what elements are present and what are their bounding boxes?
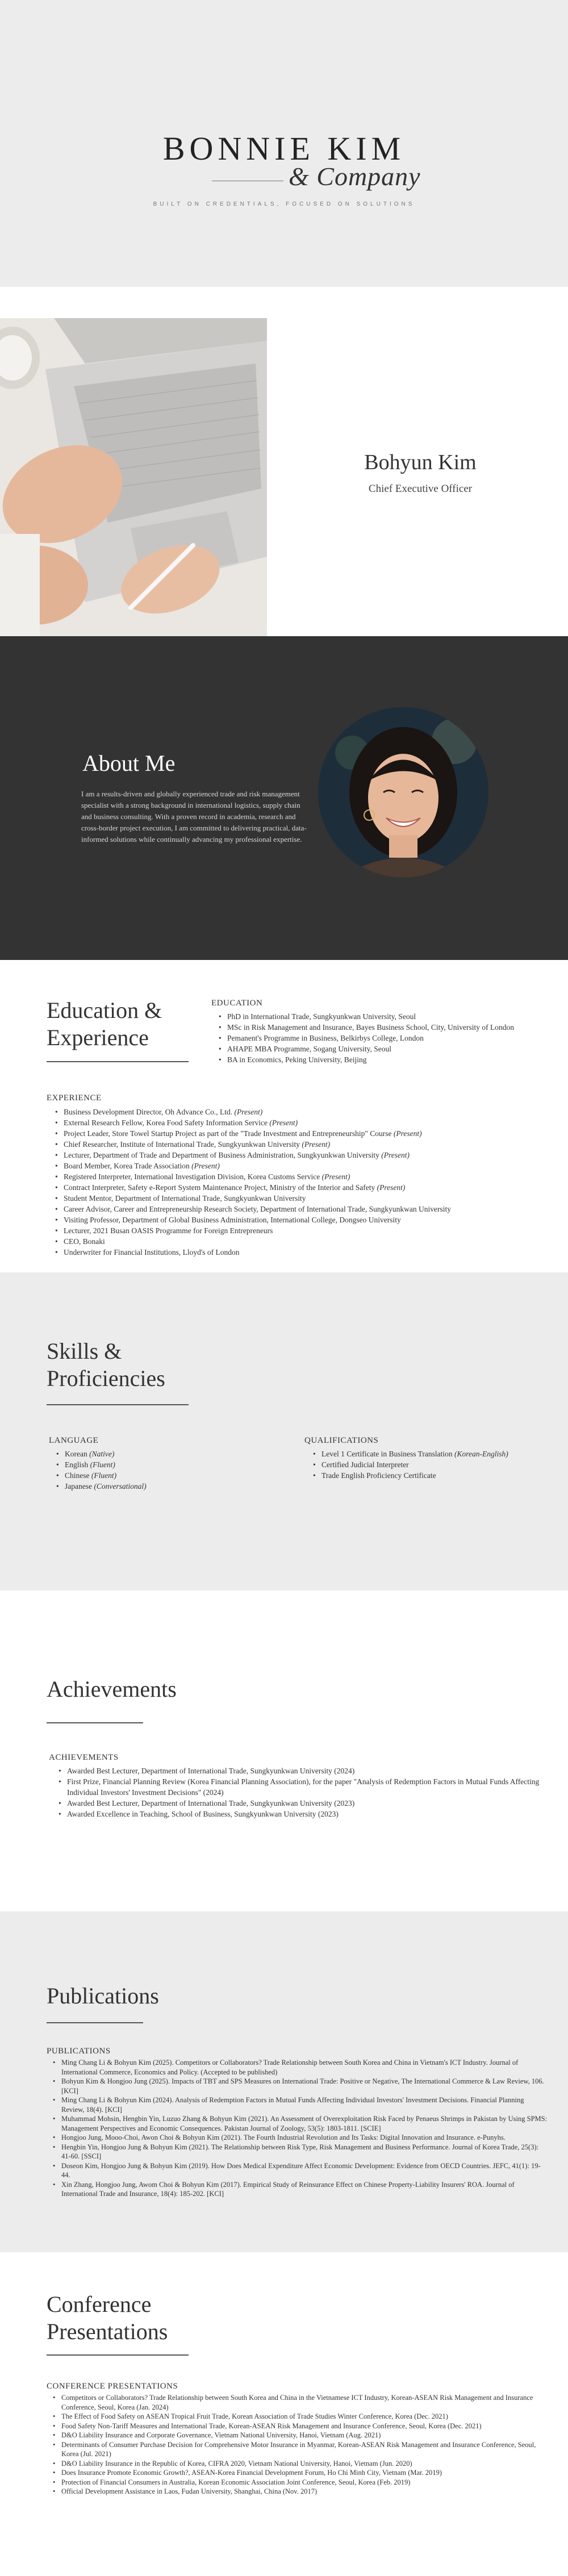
heading-underline (47, 1061, 189, 1062)
profile-name: Bohyun Kim (364, 450, 477, 474)
profile-job-title: Chief Executive Officer (368, 483, 473, 495)
publications-section (0, 1911, 568, 2252)
about-paragraph: I am a results-driven and globally experienced trade and risk management specialist with a strong background in international logistics, supply chain and business consulting. With a proven record in academia, research and cross-border project execution, I am committed to delivering practical, data-informed solutions while continually advancing my professional expertise. (81, 790, 307, 844)
list-item: • Chief Researcher, Institute of International Trade, Sungkyunkwan University (Present) (51, 1139, 551, 1150)
conference-section (0, 2252, 568, 2576)
list-item: • Awarded Best Lecturer, Department of International Trade, Sungkyunkwan University (2023) (55, 1798, 543, 1809)
list-item: • CEO, Bonaki (51, 1236, 551, 1247)
list-item: • Contract Interpreter, Safety e-Report System Maintenance Project, Ministry of the Interior and Safety (Present) (51, 1182, 551, 1193)
conference-heading: Conference Presentations (47, 2291, 168, 2344)
list-item: • MSc in Risk Management and Insurance, Bayes Business School, City, University of London (215, 1022, 556, 1033)
list-item: • Project Leader, Store Towel Startup Project as part of the "Trade Investment and Entrepreneurship" Course (Present) (51, 1128, 551, 1139)
brand-tagline: BUILT ON CREDENTIALS, FOCUSED ON SOLUTIONS (153, 201, 415, 207)
heading-underline (47, 2354, 189, 2356)
list-item: • External Research Fellow, Korea Food Safety Information Service (Present) (51, 1117, 551, 1128)
skills-heading: Skills & Proficiencies (47, 1338, 165, 1391)
list-item: • Hongjoo Jung, Mooo-Choi, Awon Choi & Bohyun Kim (2021). The Fourth Industrial Revolution and Its Tasks: Digital Innovation and Insurance. e-Punyhs. (49, 2133, 549, 2143)
qualifications-subheading: QUALIFICATIONS (304, 1436, 379, 1445)
list-item: • Trade English Proficiency Certificate (309, 1470, 548, 1481)
heading-underline (47, 1722, 143, 1723)
list-item: • Hengbin Yin, Hongjoo Jung & Bohyun Kim (2021). The Relationship between Risk Type, Risk Management and Business Performance. Journal of Korea Trade, 25(3): 41-60. [SSCI] (49, 2143, 549, 2161)
list-item: • Determinants of Consumer Purchase Decision for Comprehensive Motor Insurance in Myanmar, Korean-ASEAN Risk Management and Insurance Conference, Seoul, Korea (Jul. 2021) (49, 2440, 549, 2459)
heading-underline (47, 2022, 143, 2023)
achievements-list (55, 1765, 543, 1819)
qualifications-list (309, 1448, 548, 1481)
about-section (0, 636, 568, 960)
list-item: • Lecturer, Department of Trade and Department of Business Administration, Sungkyunkwan University (Present) (51, 1150, 551, 1160)
list-item: • Official Development Assistance in Laos, Fudan University, Shanghai, China (Nov. 2017) (49, 2487, 549, 2496)
portrait-photo (318, 707, 488, 878)
list-item: • D&O Liability Insurance in the Republic of Korea, CIFRA 2020, Vietnam National University, Hanoi, Vietnam (Jun. 2020) (49, 2459, 549, 2469)
list-item: • Underwriter for Financial Institutions, Lloyd's of London (51, 1247, 551, 1258)
achievements-section (0, 1590, 568, 1909)
list-item: • BA in Economics, Peking University, Beijing (215, 1054, 556, 1065)
achievements-heading: Achievements (47, 1676, 177, 1702)
experience-subheading: EXPERIENCE (47, 1093, 102, 1103)
list-item: • Awarded Excellence in Teaching, School of Business, Sungkyunkwan University (2023) (55, 1809, 543, 1819)
brand-logo-text: BONNIE KIM (162, 130, 406, 167)
list-item: • Xin Zhang, Hongjoo Jung, Awom Choi & Bohyun Kim (2017). Empirical Study of Reinsurance Effect on Chinese Property-Liability Insurers' ROA. Journal of International Trade and Insurance, 18(4): 185-202. [KCI] (49, 2180, 549, 2199)
list-item: • Lecturer, 2021 Busan OASIS Programme for Foreign Entrepreneurs (51, 1225, 551, 1236)
conference-list (49, 2393, 549, 2496)
list-item: • The Effect of Food Safety on ASEAN Tropical Fruit Trade, Korean Association of Trade Studies Winter Conference, Korea (Dec. 2021) (49, 2412, 549, 2421)
list-item: • AHAPE MBA Programme, Sogang University, Seoul (215, 1043, 556, 1054)
education-experience-heading: Education & Experience (47, 997, 162, 1050)
experience-list (51, 1107, 551, 1258)
list-item: • Korean (Native) (52, 1448, 279, 1459)
list-item: • Student Mentor, Department of International Trade, Sungkyunkwan University (51, 1193, 551, 1204)
list-item: • Bohyun Kim & Hongjoo Jung (2025). Impacts of TBT and SPS Measures on International Trade: Positive or Negative, The International Commerce & Law Review, 106. [KCI] (49, 2077, 549, 2095)
laptop-photo (0, 318, 267, 636)
heading-underline (47, 1404, 189, 1405)
about-heading: About Me (82, 750, 176, 776)
publications-list (49, 2058, 549, 2199)
list-item: • Protection of Financial Consumers in Australia, Korean Economic Association Joint Conference, Seoul, Korea (Feb. 2019) (49, 2478, 549, 2487)
site-header (0, 0, 568, 287)
list-item: • Ming Chang Li & Bohyun Kim (2025). Competitors or Collaborators? Trade Relationship between South Korea and China in Vietnam's ICT Industry. Journal of International Commerce, Economics and Policy. (Accepted to be published) (49, 2058, 549, 2077)
publications-subheading: PUBLICATIONS (47, 2047, 111, 2056)
list-item: • Registered Interpreter, International Investigation Division, Korea Customs Service (Present) (51, 1171, 551, 1182)
list-item: • Muhammad Mohsin, Hengbin Yin, Luzuo Zhang & Bohyun Kim (2021). An Assessment of Overexploitation Risk Faced by Penaeus Shrimps in Pakistan by Using SPMS: Management Perspectives and Economic Consequences. Pakistan Journal of Zoology, 53(5): 1803-1811. [SCIE] (49, 2114, 549, 2133)
list-item: • Competitors or Collaborators? Trade Relationship between South Korea and China in the Vietnamese ICT Industry, Korean-ASEAN Risk Management and Insurance Conference, Seoul, Korea (Jan. 2024) (49, 2393, 549, 2412)
education-list (215, 1011, 556, 1065)
list-item: • Level 1 Certificate in Business Translation (Korean-English) (309, 1448, 548, 1459)
list-item: • First Prize, Financial Planning Review (Korea Financial Planning Association), for the paper "Analysis of Redemption Factors in Mutual Funds Affecting Individual Investors' Investment Decisions" (2024) (55, 1776, 543, 1798)
education-subheading: EDUCATION (211, 999, 263, 1008)
skills-section (0, 1272, 568, 1590)
publications-heading: Publications (47, 1983, 159, 2009)
achievements-subheading: ACHIEVEMENTS (49, 1753, 119, 1762)
list-item: • Doseon Kim, Hongjoo Jung & Bohyun Kim (2019). How Does Medical Expenditure Affect Economic Development: Evidence from OECD Countries. JEFC, 41(1): 19-44. (49, 2161, 549, 2180)
list-item: • Visiting Professor, Department of Global Business Administration, International College, Dongseo University (51, 1214, 551, 1225)
language-subheading: LANGUAGE (49, 1436, 99, 1445)
list-item: • Certified Judicial Interpreter (309, 1459, 548, 1470)
list-item: • Career Advisor, Career and Entrepreneurship Research Society, Department of International Trade, Sungkyunkwan University (51, 1204, 551, 1214)
list-item: • Chinese (Fluent) (52, 1470, 279, 1481)
profile-section (0, 318, 568, 636)
conference-subheading: CONFERENCE PRESENTATIONS (47, 2382, 178, 2391)
list-item: • D&O Liability Insurance and Corporate Governance, Vietnam National University, Hanoi, Vietnam (Aug. 2021) (49, 2431, 549, 2440)
education-experience-section (0, 960, 568, 1272)
brand-company-script: & Company (289, 162, 421, 191)
list-item: • PhD in International Trade, Sungkyunkwan University, Seoul (215, 1011, 556, 1022)
list-item: • Pemanent's Programme in Business, Belkirbys College, London (215, 1033, 556, 1043)
list-item: • English (Fluent) (52, 1459, 279, 1470)
language-list (52, 1448, 279, 1492)
list-item: • Does Insurance Promote Economic Growth?, ASEAN-Korea Financial Development Forum, Ho Chi Minh City, Vietnam (Mar. 2019) (49, 2468, 549, 2478)
list-item: • Japanese (Conversational) (52, 1481, 279, 1492)
list-item: • Food Safety Non-Tariff Measures and International Trade, Korean-ASEAN Risk Management and Insurance Conference, Seoul, Korea (Dec. 2021) (49, 2421, 549, 2431)
list-item: • Awarded Best Lecturer, Department of International Trade, Sungkyunkwan University (2024) (55, 1765, 543, 1776)
list-item: • Business Development Director, Oh Advance Co., Ltd. (Present) (51, 1107, 551, 1117)
list-item: • Board Member, Korea Trade Association (Present) (51, 1160, 551, 1171)
list-item: • Ming Chang Li & Bohyun Kim (2024). Analysis of Redemption Factors in Mutual Funds Affecting Individual Investors' Investment Decisions. Financial Planning Review, 18(4). [KCI] (49, 2095, 549, 2114)
